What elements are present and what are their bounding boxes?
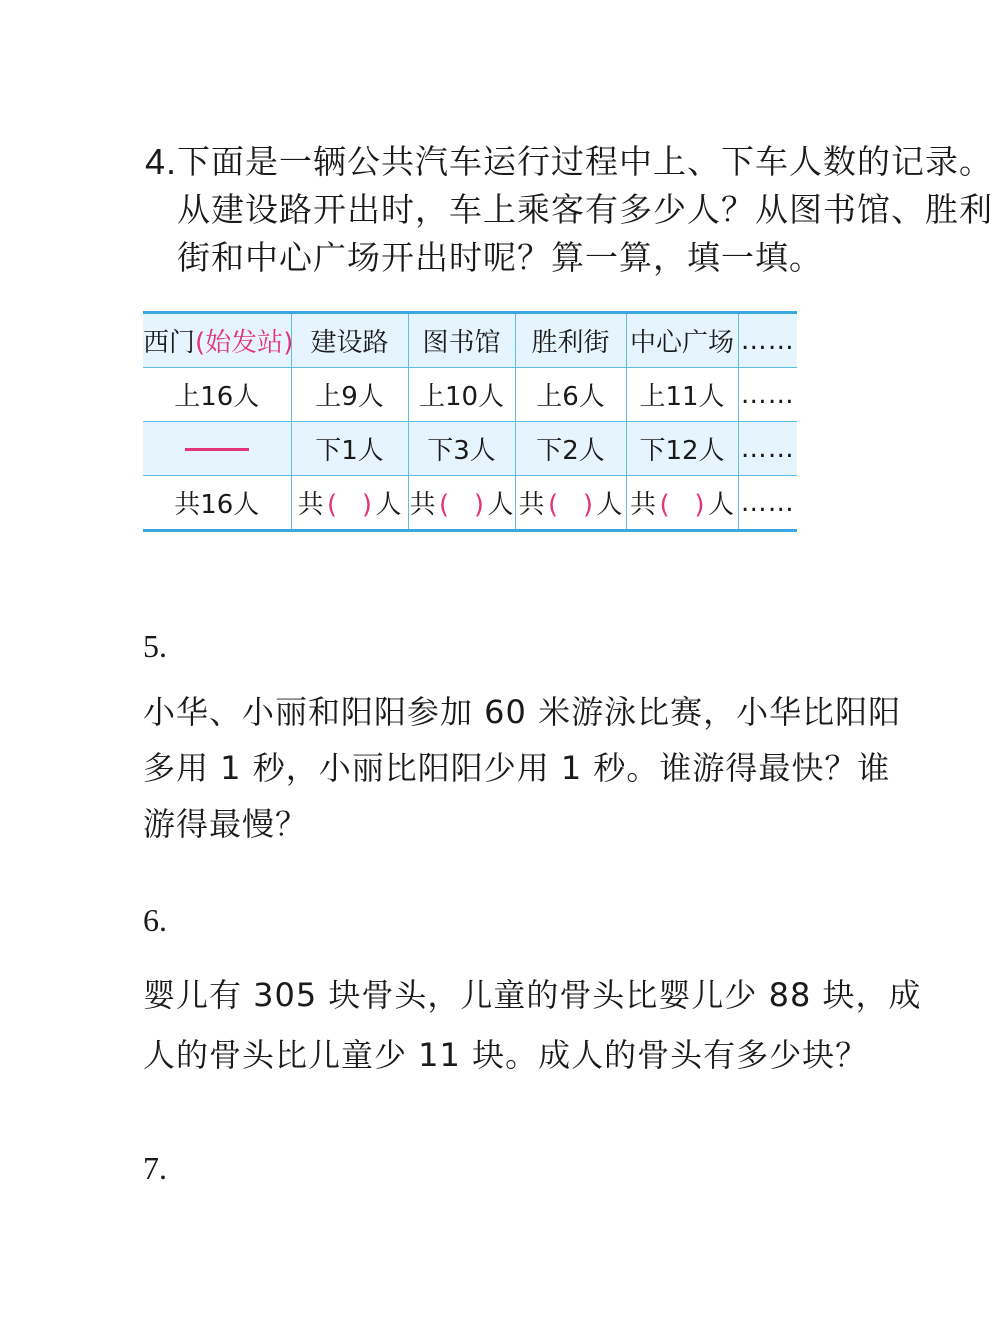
question-4-line-1: 下面是一辆公共汽车运行过程中上、下车人数的记录。 — [177, 142, 993, 181]
total-suffix: 人 — [487, 490, 514, 520]
question-5-line-3: 游得最慢？ — [143, 805, 309, 843]
total-prefix: 共 — [518, 490, 545, 520]
start-station-label: 始发站 — [205, 328, 284, 358]
question-4-line-2: 从建设路开出时，车上乘客有多少人？从图书馆、胜利 — [177, 190, 993, 229]
total-cell-start: 共16人 — [143, 476, 291, 531]
question-6-text — [143, 965, 922, 1085]
total-cell-blank[interactable] — [515, 476, 626, 531]
question-5-line-2: 多用 1 秒，小丽比阳阳少用 1 秒。谁游得最快？谁 — [143, 749, 891, 787]
question-5-text — [143, 684, 902, 852]
total-prefix: 共 — [297, 490, 324, 520]
answer-blank[interactable]: ( ) — [659, 490, 705, 520]
total-prefix: 共 — [409, 490, 436, 520]
header-cell-stop: 图书馆 — [408, 313, 515, 368]
question-5-number: 5. — [143, 628, 167, 664]
total-prefix: 共 — [629, 490, 656, 520]
alighting-cell-more: …… — [738, 422, 797, 476]
total-cell-blank[interactable] — [408, 476, 515, 531]
bus-record-table — [143, 311, 797, 532]
question-7-number: 7. — [143, 1150, 167, 1186]
boarding-cell: 上6人 — [515, 368, 626, 422]
boarding-cell: 上10人 — [408, 368, 515, 422]
empty-dash-line — [185, 448, 249, 451]
alighting-cell: 下2人 — [515, 422, 626, 476]
paren-open: ( — [195, 328, 206, 358]
question-6-line-2: 人的骨头比儿童少 11 块。成人的骨头有多少块？ — [143, 1036, 869, 1074]
answer-blank[interactable]: ( ) — [326, 490, 373, 520]
header-cell-more: …… — [738, 313, 797, 368]
total-cell-blank[interactable] — [291, 476, 408, 531]
question-6-number: 6. — [143, 902, 167, 938]
start-station-name: 西门 — [143, 328, 196, 358]
header-cell-stop: 胜利街 — [515, 313, 626, 368]
total-suffix: 人 — [708, 490, 735, 520]
question-4 — [145, 138, 993, 282]
alighting-cell: 下12人 — [626, 422, 738, 476]
question-6-line-1: 婴儿有 305 块骨头，儿童的骨头比婴儿少 88 块，成 — [143, 976, 922, 1014]
total-cell-blank[interactable] — [626, 476, 738, 531]
boarding-cell-start: 上16人 — [143, 368, 291, 422]
table-row-boarding — [143, 368, 797, 422]
total-suffix: 人 — [596, 490, 623, 520]
header-cell-start-station — [143, 313, 294, 368]
header-cell-stop: 建设路 — [291, 313, 408, 368]
paren-close: ) — [283, 328, 294, 358]
table-header-row — [143, 313, 797, 368]
boarding-cell-more: …… — [738, 368, 797, 422]
boarding-cell: 上9人 — [291, 368, 408, 422]
boarding-cell: 上11人 — [626, 368, 738, 422]
header-cell-stop: 中心广场 — [626, 313, 738, 368]
answer-blank[interactable]: ( ) — [438, 490, 485, 520]
question-5-line-1: 小华、小丽和阳阳参加 60 米游泳比赛，小华比阳阳 — [143, 693, 902, 731]
total-cell-more: …… — [738, 476, 797, 531]
table-row-alighting — [143, 422, 797, 476]
question-4-line-3: 街和中心广场开出时呢？算一算，填一填。 — [177, 238, 823, 277]
alighting-cell-start — [143, 422, 291, 476]
table-row-total — [143, 476, 797, 531]
alighting-cell: 下3人 — [408, 422, 515, 476]
alighting-cell: 下1人 — [291, 422, 408, 476]
question-4-number: 4. — [145, 141, 178, 182]
answer-blank[interactable]: ( ) — [547, 490, 594, 520]
total-suffix: 人 — [375, 490, 402, 520]
